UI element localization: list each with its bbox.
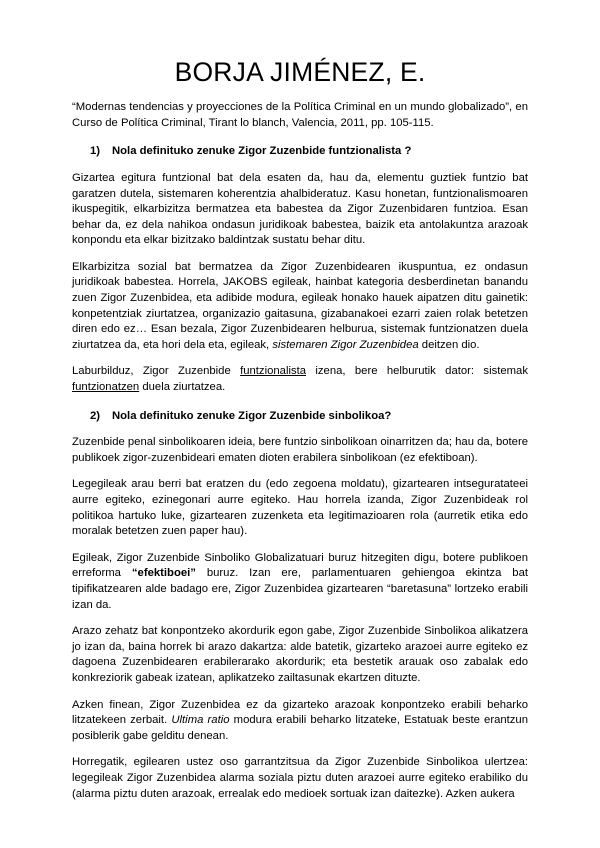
paragraph-3-text-c: duela ziurtatzea. [139,381,226,394]
paragraph-3-text-b: izena, bere helburutik dator: sistemak [306,365,528,378]
paragraph-4: Zuzenbide penal sinbolikoaren ideia, bere funtzio sinbolikoan oinarritzen da; hau da, botere publikoek zigor-zuzenbideari ematen dioten erabilera sinbolikoan (ez efektiboan). [72,436,528,464]
paragraph-6 [72,540,528,613]
question-number-2: 2) [90,409,101,422]
paragraph-8-text-a: Azken finean, Zigor Zuzenbidea ez da gizarteko arazoak konpontzeko erabili beharko litzatekeen zerbait. [72,698,528,727]
paragraph-2-text-a: Elkarbizitza sozial bat bermatzea da Zigor Zuzenbidearen ikuspuntua, ez ondasun juridikoak babestea. Horrela, JAKOBS egileak, hainbat kategoria desberdinetan banandu zuen Zigor Zuzenbidea, eta adibide modura, egileak honako hauek aipatzen ditu gainetik: konpetentziak ziurtatzea, organizazio gaitasuna, gizabanakoei ezarri zaien rolak betetzen diren edo ez… Esan bezala, Zigor Zuzenbidearen helburua, sistemak funtzionatzen duela ziurtatzea da, eta hori dela eta, egileak, [72,260,528,351]
paragraph-2-text-b: deitzen dio. [418,338,480,351]
paragraph-2 [72,249,528,354]
question-text-2: Nola definituko zenuke Zigor Zuzenbide sinbolikoa? [112,409,392,422]
paragraph-2-italic-term: sistemaren Zigor Zuzenbidea [272,338,419,351]
paragraph-3-text-a: Laburbilduz, Zigor Zuzenbide [72,365,241,378]
page-title: BORJA JIMÉNEZ, E. [174,57,426,87]
paragraph-7: Arazo zehatz bat konpontzeko akordurik egon gabe, Zigor Zuzenbide Sinbolikoa alikatzera jo izan da, baina horrek bi arazo dakartza: alde batetik, gizarteko arazoei aurre egiteko ez dagoena Zuzenbidearen erabilerarako akordurik; eta bestetik arauak oso zabalak edo konkreziorik gabeak izatean, aplikatzeko zailtasunak ekartzen dituzte. [72,625,528,684]
paragraph-9: Horregatik, egilearen ustez oso garrantzitsua da Zigor Zuzenbide Sinbolikoa ulertzea: legegileak Zigor Zuzenbidea alarma soziala piztu duten arazoei aurre egiteko erabiliko du (alarma piztu duten arazoak, errealak edo medioek sortuak izan daitezke). Azken aukera [72,756,528,800]
paragraph-8 [72,687,528,745]
question-heading-2 [72,396,528,425]
paragraph-6-bold-term: “efektiboei” [131,567,196,580]
paragraph-8-italic-term: Ultima ratio [171,714,230,727]
citation-reference: “Modernas tendencias y proyecciones de la Política Criminal en un mundo globalizado”, en Curso de Política Criminal, Tirant lo blanch, Valencia, 2011, pp. 105-115. [72,101,528,129]
question-heading-1 [72,131,528,160]
paragraph-3-underline-term-1: funtzionalista [240,365,307,378]
paragraph-6-text-a: Egileak, Zigor Zuzenbide Sinboliko Globalizatuari buruz hitzegiten digu, botere publikoen erreforma [72,551,528,580]
question-text-1: Nola definituko zenuke Zigor Zuzenbide funtzionalista ? [112,145,412,158]
paragraph-1: Gizartea egitura funtzional bat dela esaten da, hau da, elementu guztiek funtzio bat garatzen dutela, sistemaren koherentzia ahalbideratuz. Kasu honetan, funtzionalismoaren ikuspegitik, elkarbizitza bermatzea eta babestea da Zigor Zuzenbidaren funtzioa. Esan behar da, ez dela nahikoa ondasun juridikoak babestea, baizik eta antolakuntza arazoak konpondu eta elkar bizitzako baldintzak sustatu behar ditu. [72,171,528,247]
paragraph-6-text-b: buruz. Izan ere, parlamentuaren gehiengoa ekintza bat tipifikatzearen alde badago ere, Zigor Zuzenbidea gizartearen “baretasuna” lortzeko erabili izan da. [72,567,528,611]
paragraph-5: Legegileak arau berri bat eratzen du (edo zegoena moldatu), gizartearen intseguratateei aurre egiteko, ezinegonari aurre egiteko. Hau horrela izanda, Zigor Zuzenbideak rol politikoa hartuko luke, gizartearen zuzenketa eta legitimazioaren rola (aurretik etika edo moralak betetzen zuen paper hau). [72,478,528,538]
paragraph-3-underline-term-2: funtzionatzen [72,381,140,394]
paragraph-3 [72,353,528,395]
document-content [72,0,528,802]
paragraph-8-text-b: modura erabili beharko litzateke, Estatuak beste erantzun posiblerik gabe gelditu denean. [72,714,528,742]
question-number-1: 1) [90,145,101,158]
